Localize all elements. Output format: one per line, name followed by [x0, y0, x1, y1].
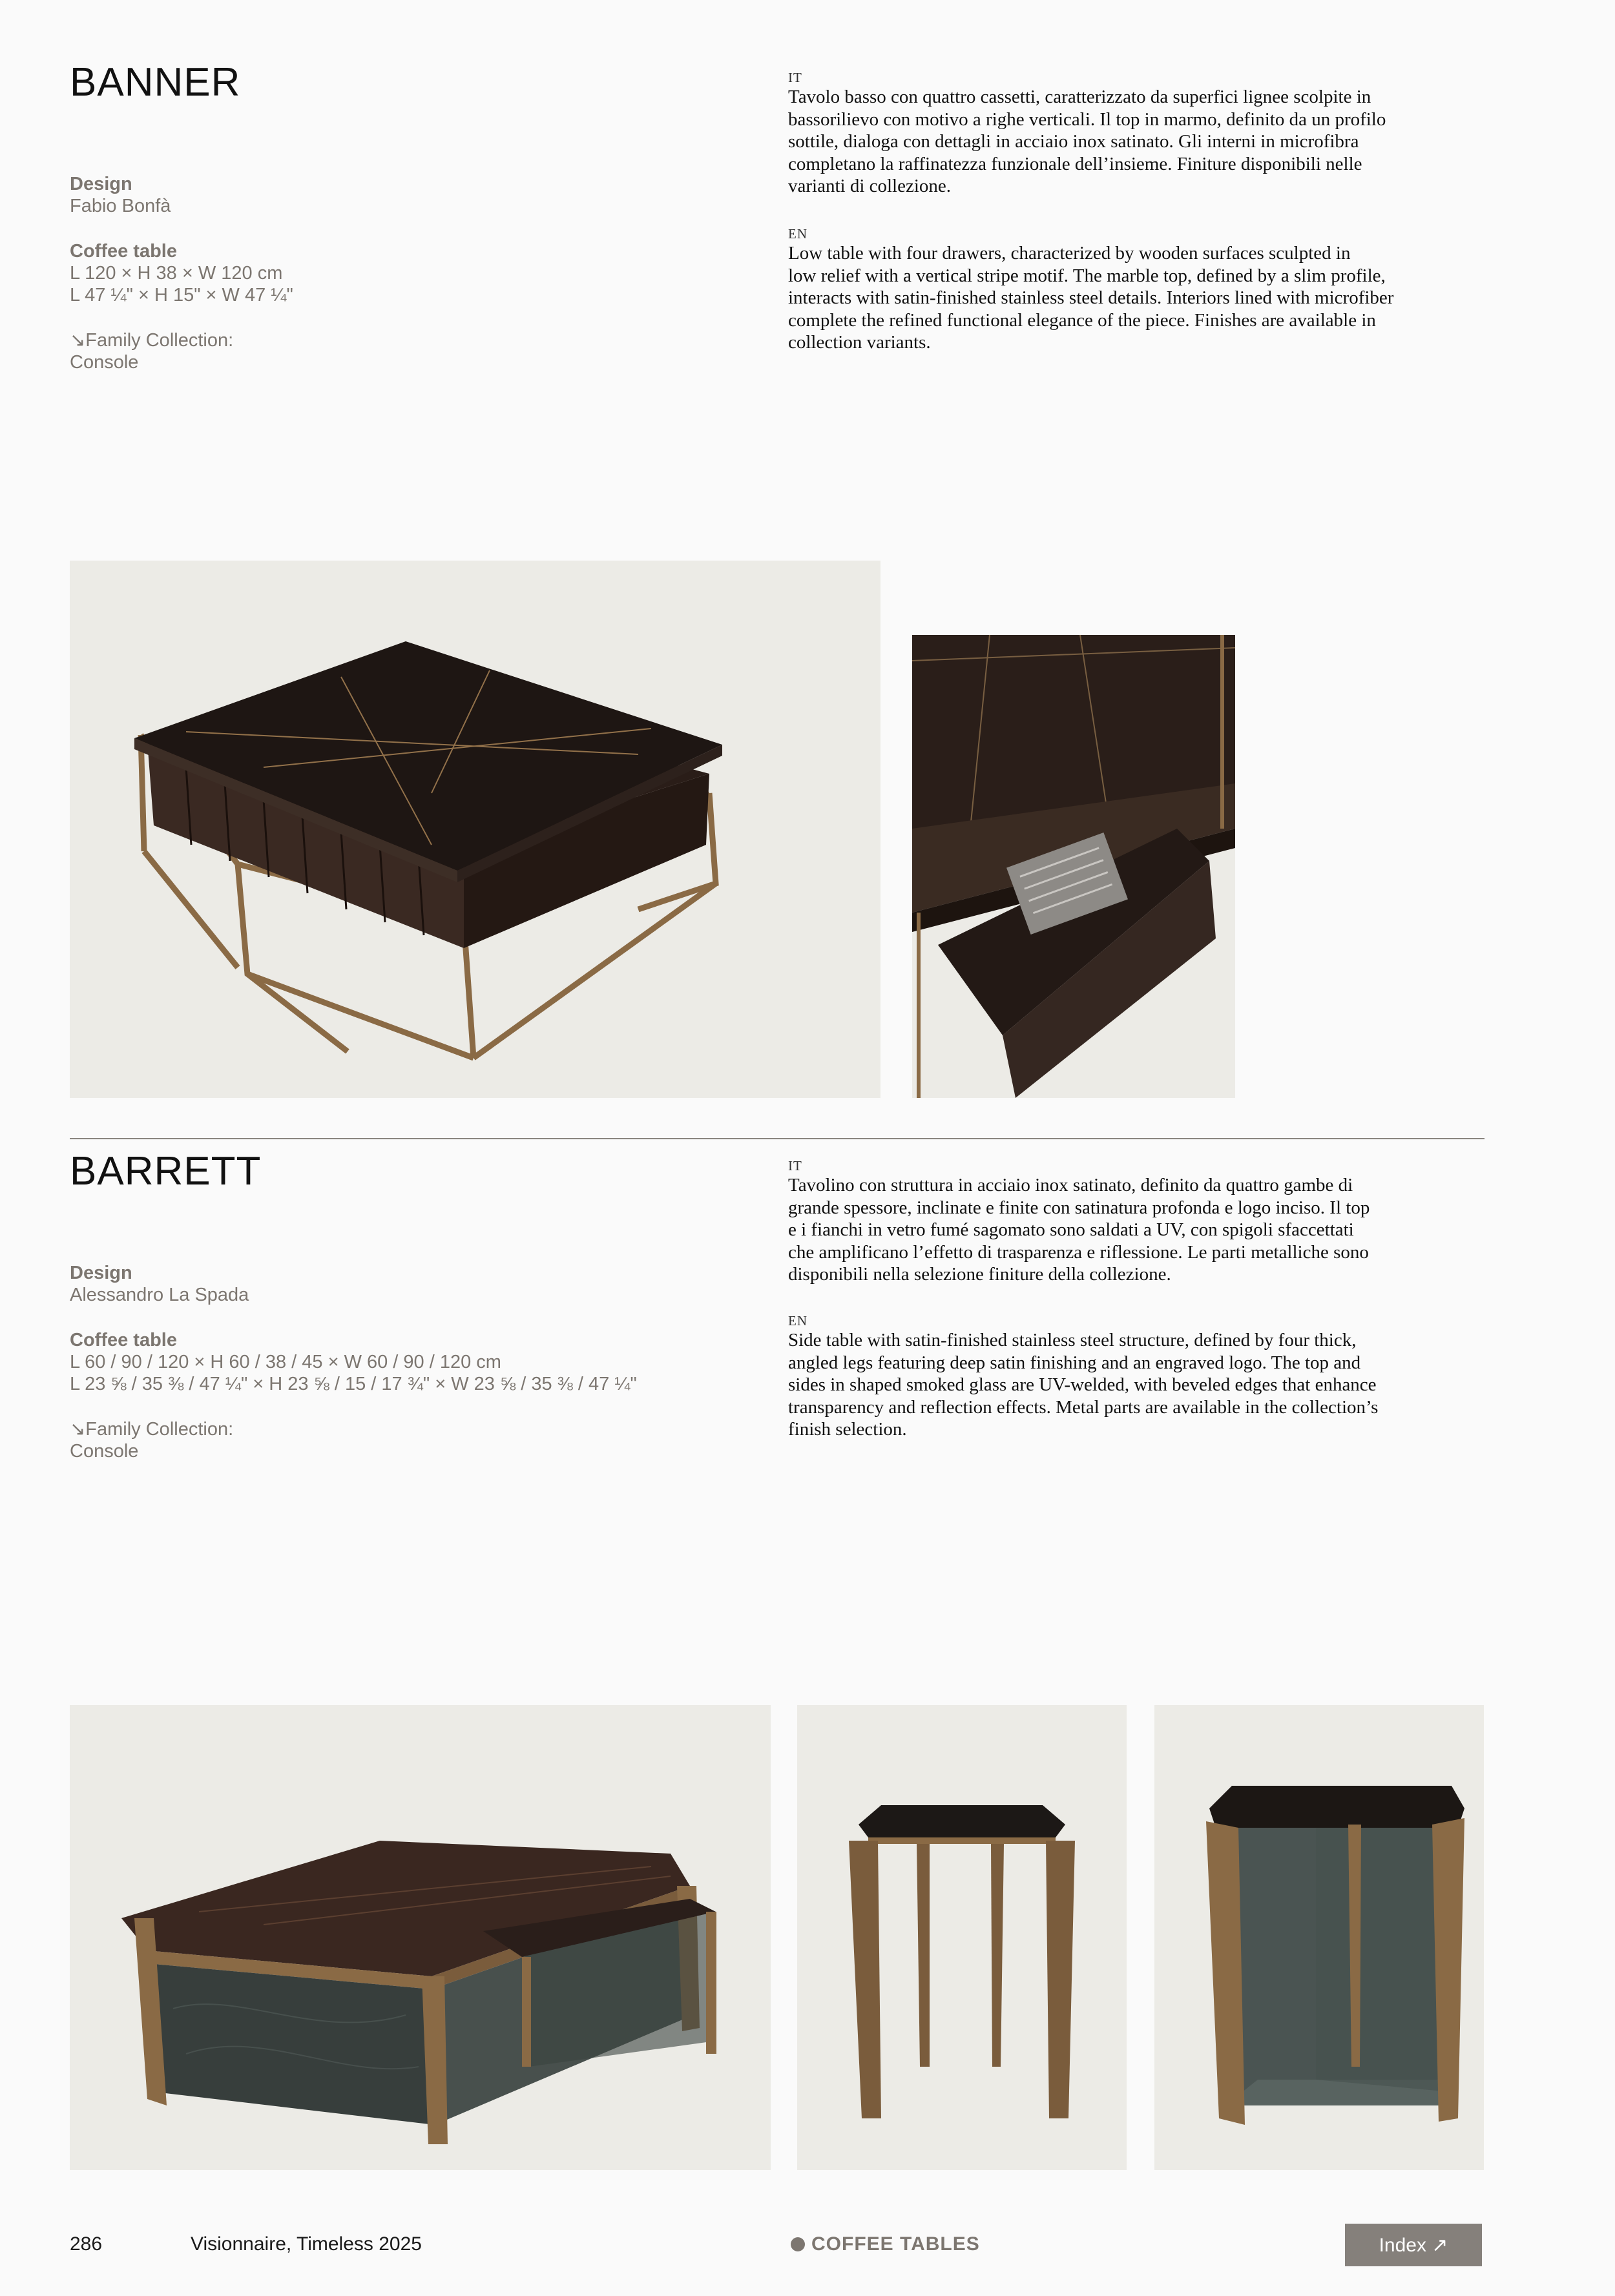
dimensions-inch: L 23 ⅝ / 35 ⅜ / 47 ¼" × H 23 ⅝ / 15 / 17 ¾" × W 23 ⅝ / 35 ⅜ / 47 ¼": [70, 1374, 637, 1394]
type-label: Coffee table: [70, 241, 177, 262]
type-label: Coffee table: [70, 1330, 177, 1350]
family-collection-link[interactable]: ↘Family Collection:: [70, 330, 234, 351]
text-line: sottile, dialoga con dettagli in acciaio inox satinato. Gli interni in microfibra: [788, 131, 1359, 152]
text-line: sides in shaped smoked glass are UV-welded, with beveled edges that enhance: [788, 1374, 1377, 1395]
lang-tag-it: IT: [788, 1158, 802, 1174]
product-meta: [70, 1262, 780, 1485]
designer-name: Alessandro La Spada: [70, 1285, 249, 1305]
text-line: complete the refined functional elegance of the piece. Finishes are available in: [788, 309, 1376, 331]
description-en: [788, 226, 1492, 354]
section-label-text: COFFEE TABLES: [811, 2233, 980, 2255]
barrett-large-table-photo: [70, 1705, 771, 2170]
product-title: BARRETT: [70, 1149, 262, 1194]
family-collection-value: Console: [70, 1441, 139, 1462]
text-line: interacts with satin-finished stainless steel details. Interiors lined with microfiber: [788, 287, 1394, 308]
text-line: bassorilievo con motivo a righe verticali. Il top in marmo, definito da un profilo: [788, 109, 1386, 130]
text-line: Tavolo basso con quattro cassetti, caratterizzato da superfici lignee scolpite in: [788, 87, 1371, 107]
banner-table-photo: [70, 561, 880, 1098]
designer-name: Fabio Bonfà: [70, 196, 171, 216]
text-line: angled legs featuring deep satin finishing and an engraved logo. The top and: [788, 1352, 1361, 1373]
description-it: [788, 70, 1492, 198]
product-meta: [70, 173, 716, 397]
barrett-cube-table-photo: [1154, 1705, 1484, 2170]
family-collection-link[interactable]: ↘Family Collection:: [70, 1419, 234, 1440]
banner-drawer-detail-photo: [912, 635, 1235, 1098]
design-label: Design: [70, 1263, 132, 1283]
text-line: grande spessore, inclinate e finite con satinatura profonda e logo inciso. Il top: [788, 1197, 1370, 1218]
text-line: finish selection.: [788, 1419, 907, 1440]
text-line: che amplificano l’effetto di trasparenza e riflessione. Le parti metalliche sono: [788, 1241, 1369, 1263]
description-en: [788, 1313, 1492, 1441]
text-line: e i fianchi in vetro fumé sagomato sono saldati a UV, con spigoli sfaccettati: [788, 1219, 1354, 1240]
dimensions-cm: L 120 × H 38 × W 120 cm: [70, 263, 283, 284]
lang-tag-it: IT: [788, 70, 802, 85]
text-line: Low table with four drawers, characterized by wooden surfaces sculpted in: [788, 243, 1351, 264]
lang-tag-en: EN: [788, 1313, 808, 1329]
section-divider: [70, 1138, 1485, 1139]
dimensions-inch: L 47 ¼" × H 15" × W 47 ¼": [70, 285, 293, 305]
dimensions-cm: L 60 / 90 / 120 × H 60 / 38 / 45 × W 60 / 90 / 120 cm: [70, 1352, 501, 1372]
product-title: BANNER: [70, 60, 241, 105]
index-button[interactable]: Index ↗: [1345, 2224, 1482, 2266]
page-number: 286: [70, 2233, 103, 2255]
section-dot-icon: [791, 2237, 805, 2251]
family-collection-value: Console: [70, 352, 139, 373]
text-line: transparency and reflection effects. Metal parts are available in the collection’s: [788, 1396, 1379, 1418]
design-label: Design: [70, 174, 132, 194]
text-line: varianti di collezione.: [788, 176, 952, 196]
lang-tag-en: EN: [788, 226, 808, 242]
text-line: Side table with satin-finished stainless steel structure, defined by four thick,: [788, 1330, 1357, 1350]
text-line: low relief with a vertical stripe motif. The marble top, defined by a slim profile,: [788, 265, 1386, 286]
publication-title: Visionnaire, Timeless 2025: [191, 2233, 422, 2255]
text-line: disponibili nella selezione finiture della collezione.: [788, 1264, 1171, 1285]
text-line: completano la raffinatezza funzionale dell’insieme. Finiture disponibili nelle: [788, 153, 1362, 174]
description-it: [788, 1158, 1492, 1286]
text-line: collection variants.: [788, 332, 931, 353]
section-label[interactable]: [791, 2233, 980, 2255]
barrett-side-table-photo: [797, 1705, 1127, 2170]
text-line: Tavolino con struttura in acciaio inox satinato, definito da quattro gambe di: [788, 1175, 1353, 1195]
